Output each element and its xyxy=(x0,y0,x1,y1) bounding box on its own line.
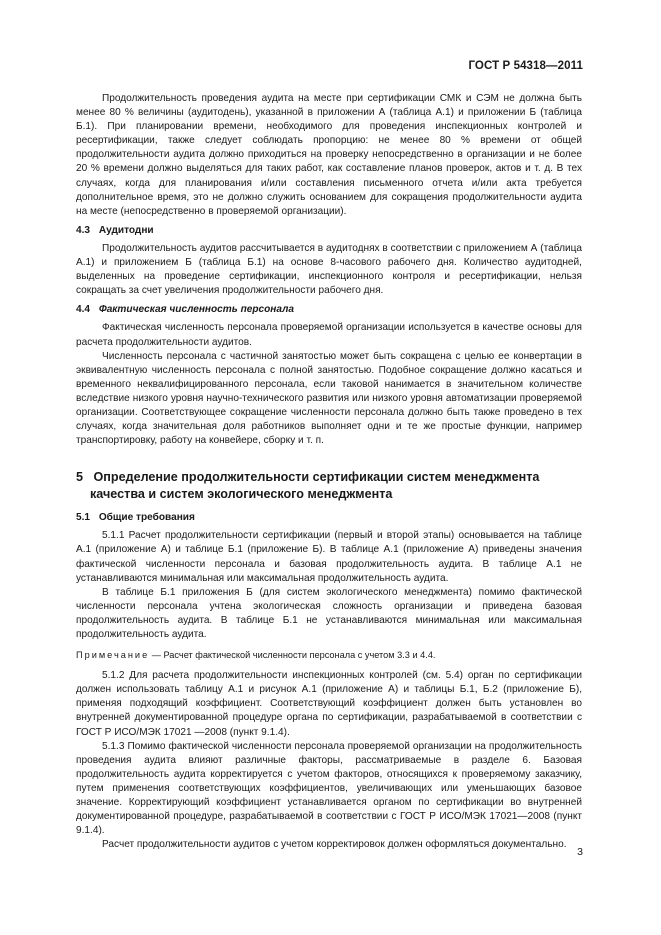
note-text: — Расчет фактической численности персонала с учетом 3.3 и 4.4. xyxy=(149,650,436,661)
paragraph: В таблице Б.1 приложения Б (для систем экологического менеджмента) помимо фактической численности персонала учтена экологическая сложность организации и приведена базовая продолжительность аудита. В таблице Б.1 не устанавливаются минимальная или максимальная продолжительность аудита. xyxy=(76,586,582,640)
paragraph: Численность персонала с частичной занятостью может быть сокращена с целью ее конвертации в эквивалентную численность персонала с полной занятостью. Подобное сокращение должно касаться и временного неквалифицированного персонала, если таковой нанимается в значительном количестве вследствие низкого уровня научно-технического развития или низкого уровня автоматизации проверяемой организации. Соответствующее сокращение численности персонала должно быть также проведено в тех случаях, когда значительная доля работников выполняет одни и те же простые функции, например транспортировку, работу на конвейере, сборку и т. п. xyxy=(76,350,582,447)
section-number: 5 xyxy=(76,470,84,485)
section-heading-4-4 xyxy=(76,303,582,317)
section-title: Фактическая численность персонала xyxy=(98,304,295,316)
section-title-line-2: качества и систем экологического менеджмента xyxy=(90,487,393,502)
page-number: 3 xyxy=(577,846,583,858)
standard-designation: ГОСТ Р 54318—2011 xyxy=(468,60,583,72)
page-content xyxy=(76,92,582,852)
section-number: 5.1 xyxy=(76,512,91,524)
paragraph-5-1-3: 5.1.3 Помимо фактической численности персонала проверяемой организации на продолжительность проведения аудита влияют различные факторы, рассматриваемые в разделе 6. Базовая продолжительность аудита корректируется с учетом факторов, относящихся к проверяемому заказчику, путем применения соответствующих коэффициентов, увеличивающих или уменьшающих базовое значение. Корректирующий коэффициент устанавливается органом по сертификации во внутренней документированной процедуре, разрабатываемой в соответствии с ГОСТ Р ИСО/МЭК 17021—2008 (пункт 9.1.4). xyxy=(76,740,582,837)
section-heading-4-3 xyxy=(76,224,582,238)
paragraph-5-1-1: 5.1.1 Расчет продолжительности сертификации (первый и второй этапы) основывается на таблице А.1 (приложение А) и таблице Б.1 (приложение Б). В таблице А.1 (приложение А) приведены значения фактической численности персонала и базовая продолжительность аудита. В таблице А.1 не устанавливаются минимальная или максимальная продолжительность аудита. xyxy=(76,530,582,584)
section-title: Аудитодни xyxy=(98,224,154,236)
section-number: 4.3 xyxy=(76,224,91,236)
paragraph: Продолжительность проведения аудита на месте при сертификации СМК и СЭМ не должна быть менее 80 % величины (аудитодень), указанной в приложении А (таблица А.1) и приложении Б (таблица Б.1). При планировании времени, необходимого для проведения инспекционных контролей и ресертификации, также следует соблюдать пропорцию: не менее 80 % времени от общей продолжительности аудита должно приходиться на проверку непосредственно в организации и не более 20 % времени должно выделяться для таких работ, как составление планов проверок, актов и т. д. В тех случаях, когда для планирования и/или составления письменного отчета и/или акта требуется дополнительное время, это не должно служить основанием для сокращения продолжительности аудита на месте (непосредственно в проверяемой организации). xyxy=(76,93,582,217)
section-number: 4.4 xyxy=(76,304,91,316)
section-heading-5 xyxy=(76,469,582,503)
section-title: Общие требования xyxy=(98,512,195,524)
paragraph: Расчет продолжительности аудитов с учетом корректировок должен оформляться документально. xyxy=(102,839,567,851)
paragraph: Фактическая численность персонала проверяемой организации используется в качестве основы для расчета продолжительности аудитов. xyxy=(76,322,582,348)
note xyxy=(76,648,582,662)
section-heading-5-1 xyxy=(76,511,582,525)
section-title-line-1: Определение продолжительности сертификации систем менеджмента xyxy=(93,470,540,485)
paragraph: Продолжительность аудитов рассчитывается в аудитоднях в соответствии с приложением А (таблица А.1) и приложением Б (таблица Б.1) на основе 8-часового рабочего дня. Количество аудитодней, выделенных на проведение сертификации, инспекционного контроля и ресертификации, нельзя сокращать за счет увеличения продолжительности рабочего дня. xyxy=(76,242,582,297)
note-label: Примечание xyxy=(76,650,150,661)
paragraph-5-1-2: 5.1.2 Для расчета продолжительности инспекционных контролей (см. 5.4) орган по сертификации должен использовать таблицу А.1 и рисунок А.1 (приложение А) и таблицы Б.1, Б.2 (приложение Б), применяя подходящий коэффициент. Соответствующий коэффициент должен быть установлен во внутренней документированной процедуре органа по сертификации, разрабатываемой в соответствии с ГОСТ Р ИСО/МЭК 17021 —2008 (пункт 9.1.4). xyxy=(76,670,582,738)
